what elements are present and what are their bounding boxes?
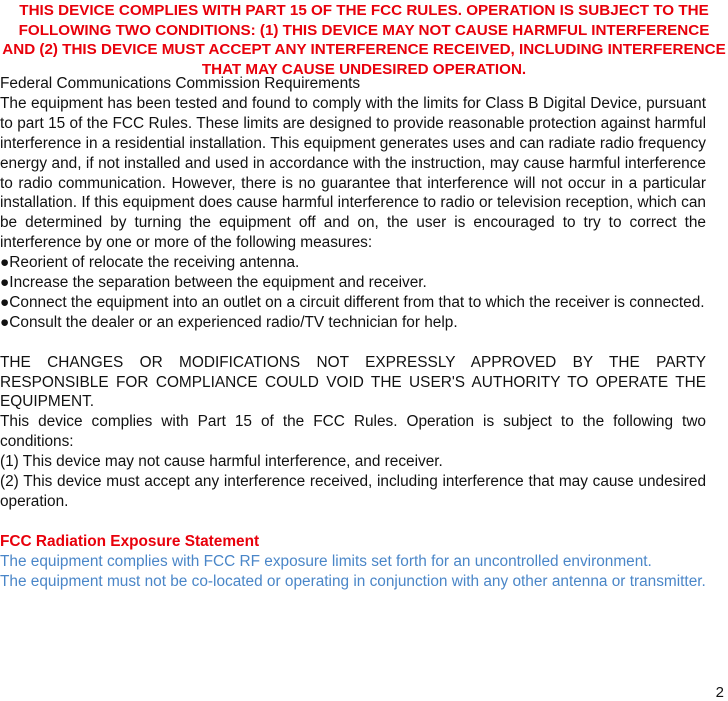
condition-item: (1) This device may not cause harmful interference, and receiver. (0, 453, 443, 471)
rf-exposure-line: The equipment must not be co-located or operating in conjunction with any other antenna or transmitter. (0, 572, 706, 590)
part15-statement: This device complies with Part 15 of the FCC Rules. Operation is subject to the following two conditions: (0, 413, 706, 451)
condition-item: (2) This device must accept any interference received, including interference that may cause undesired operation. (0, 473, 706, 511)
fcc-warning-header: THIS DEVICE COMPLIES WITH PART 15 OF THE FCC RULES. OPERATION IS SUBJECT TO THE FOLLOWING TWO CONDITIONS: (1) THIS DEVICE MAY NOT CAUSE HARMFUL INTERFERENCE AND (2) THIS DEVICE MUST ACCEPT ANY INTERFERENCE RECEIVED, INCLUDING INTERFERENCE THAT MAY CAUSE UNDESIRED OPERATION. (2, 2, 726, 78)
measure-item: ●Reorient of relocate the receiving antenna. (0, 254, 300, 272)
page-number: 2 (715, 684, 724, 701)
measure-item: ●Increase the separation between the equipment and receiver. (0, 274, 427, 292)
spacer (0, 512, 706, 532)
section-title: Federal Communications Commission Requirements (0, 75, 361, 92)
intro-paragraph: The equipment has been tested and found to comply with the limits for Class B Digital Device, pursuant to part 15 of the FCC Rules. These limits are designed to provide reasonable protection against harmful interference in a residential installation. This equipment generates uses and can radiate radio frequency energy and, if not installed and used in accordance with the instruction, may cause harmful interference to radio communication. However, there is no guarantee that interference will not occur in a particular installation. If this equipment does cause harmful interference to radio or television reception, which can be determined by turning the equipment off and on, the user is encouraged to try to correct the interference by one or more of the following measures: (0, 94, 706, 252)
document-body (0, 74, 706, 592)
spacer (0, 333, 706, 353)
measure-item: ●Connect the equipment into an outlet on a circuit different from that to which the receiver is connected. (0, 293, 705, 311)
changes-warning: THE CHANGES OR MODIFICATIONS NOT EXPRESSLY APPROVED BY THE PARTY RESPONSIBLE FOR COMPLIANCE COULD VOID THE USER'S AUTHORITY TO OPERATE THE EQUIPMENT. (0, 353, 706, 411)
rf-exposure-title: FCC Radiation Exposure Statement (0, 532, 260, 550)
rf-exposure-line: The equipment complies with FCC RF exposure limits set forth for an uncontrolled environment. (0, 552, 652, 570)
measure-item: ●Consult the dealer or an experienced radio/TV technician for help. (0, 313, 458, 331)
